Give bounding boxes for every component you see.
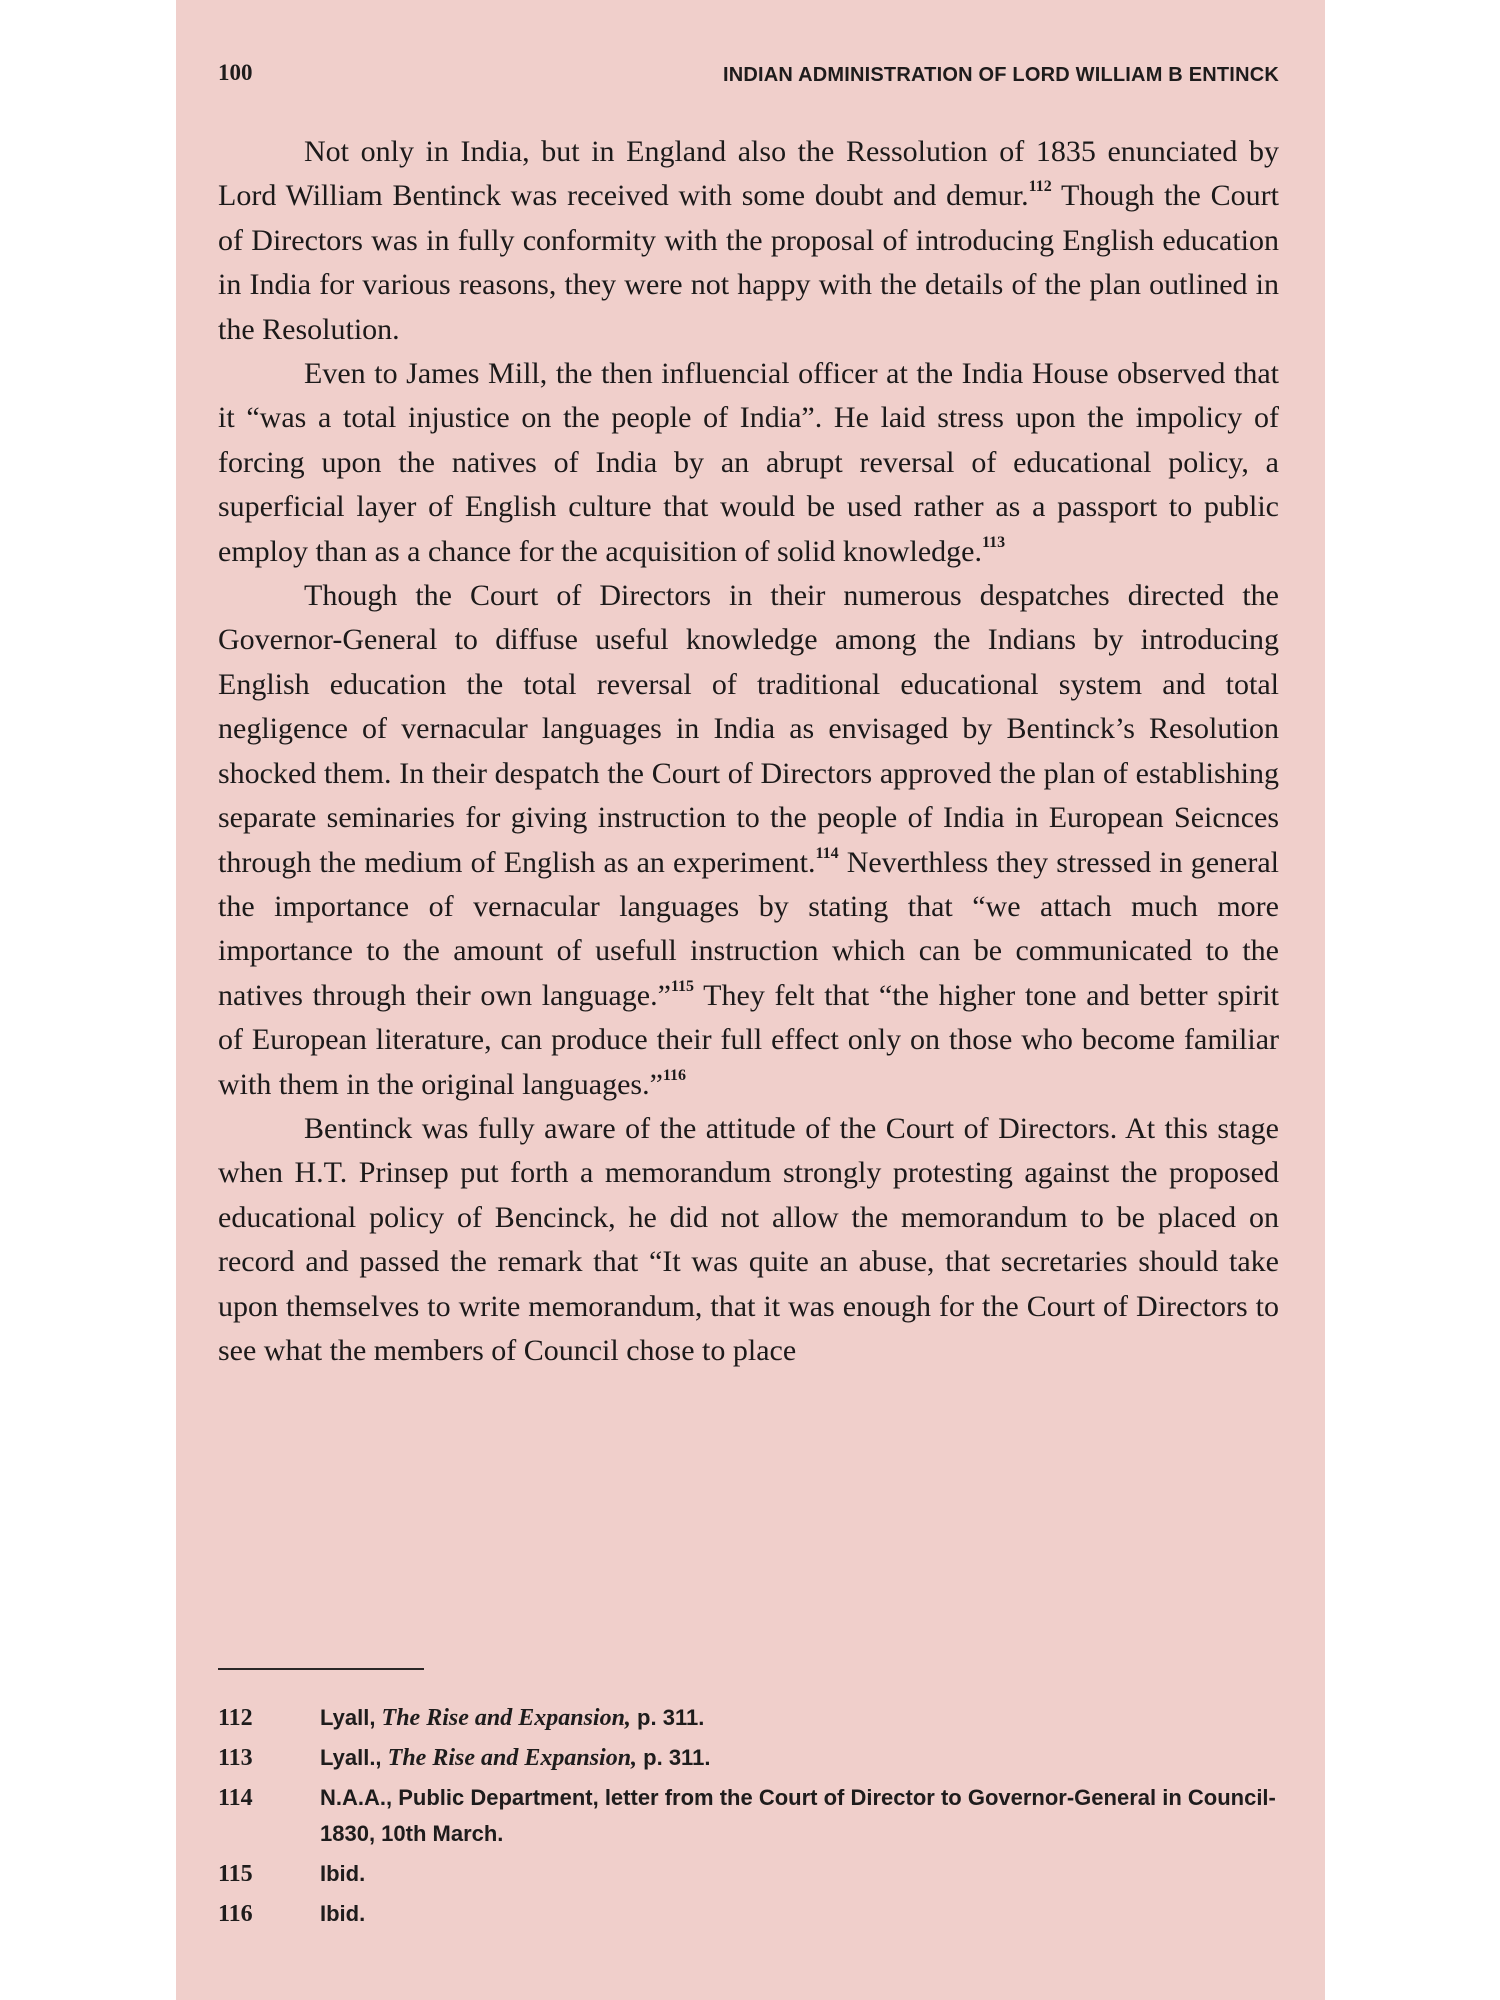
body-text	[218, 130, 1279, 1373]
footnote-item	[218, 1740, 1279, 1776]
footnotes	[218, 1700, 1279, 1936]
footnote-text	[320, 1856, 1279, 1892]
footnote-text-part: Lyall.,	[320, 1745, 388, 1770]
paragraph	[218, 574, 1279, 1107]
paragraph-text: Not only in India, but in England also the Ressolution of 1835 enunciated by Lord William Bentinck was received with some doubt and demur.	[218, 135, 1279, 213]
footnote-text	[320, 1896, 1279, 1932]
footnote-item	[218, 1856, 1279, 1892]
footnote-text-part: Ibid.	[320, 1901, 366, 1926]
footnote-item	[218, 1700, 1279, 1736]
footnote-text-part: p. 311.	[630, 1705, 705, 1730]
footnote-reference: 113	[981, 533, 1006, 551]
footnote-text-part: Ibid.	[320, 1861, 366, 1886]
footnote-number: 115	[218, 1861, 253, 1887]
book-page	[176, 0, 1325, 2000]
running-head	[218, 58, 1279, 90]
footnote-divider	[218, 1668, 424, 1670]
footnote-text-part: p. 311.	[637, 1745, 711, 1770]
footnote-reference: 116	[662, 1066, 687, 1084]
footnote-source-title: The Rise and Expansion,	[387, 1745, 638, 1771]
paragraph	[218, 130, 1279, 352]
footnote-text-part: Lyall,	[320, 1705, 382, 1730]
footnote-reference: 114	[815, 844, 839, 862]
paragraph-text: Though the Court of Directors in their numerous despatches directed the Governor-General to diffuse useful knowledge among the Indians by introducing English education the total reversal of traditional educational system and total negligence of vernacular languages in India as envisaged by Bentinck’s Resolution shocked them. In their despatch the Court of Directors approved the plan of establishing separate seminaries for giving instruction to the people of India in European Seicnces through the medium of English as an experiment.	[218, 579, 1279, 879]
footnote-number: 116	[218, 1901, 253, 1927]
paragraph-text: Neverthless they stressed in general the importance of vernacular languages by stating that “we attach much more importance to the amount of usefull instruction which can be communicated to the natives through their own language.”	[218, 845, 1279, 1012]
paragraph-text: Bentinck was fully aware of the attitude of the Court of Directors. At this stage when H.T. Prinsep put forth a memorandum strongly protesting against the proposed educational policy of Bencinck, he did not allow the memorandum to be placed on record and passed the remark that “It was quite an abuse, that secretaries should take upon themselves to write memorandum, that it was enough for the Court of Directors to see what the members of Council chose to place	[218, 1111, 1279, 1367]
footnote-item	[218, 1780, 1279, 1852]
page-number: 100	[218, 60, 253, 85]
paragraph	[218, 352, 1279, 574]
footnote-reference: 112	[1028, 178, 1052, 196]
footnote-item	[218, 1896, 1279, 1932]
paragraph-text: They felt that “the higher tone and better spirit of European literature, can produce their full effect only on those who become familiar with them in the original languages.”	[218, 978, 1280, 1101]
footnote-number: 113	[218, 1745, 253, 1771]
paragraph-text: Though the Court of Directors was in fully conformity with the proposal of introducing English education in India for various reasons, they were not happy with the details of the plan outlined in the Resolution.	[218, 179, 1279, 346]
footnote-number: 114	[218, 1785, 253, 1811]
footnote-number: 112	[218, 1705, 253, 1731]
footnote-text	[320, 1780, 1279, 1852]
footnote-source-title: The Rise and Expansion,	[381, 1705, 631, 1731]
footnote-reference: 115	[670, 977, 695, 995]
footnote-text-part: N.A.A., Public Department, letter from the Court of Director to Governor-General in Council-1830, 10th March.	[320, 1785, 1276, 1846]
footnote-text	[320, 1740, 1279, 1776]
paragraph-text: Even to James Mill, the then influencial officer at the India House observed that it “was a total injustice on the people of India”. He laid stress upon the impolicy of forcing upon the natives of India by an abrupt reversal of educational policy, a superficial layer of English culture that would be used rather as a passport to public employ than as a chance for the acquisition of solid knowledge.	[218, 357, 1279, 568]
footnote-text	[320, 1700, 1279, 1736]
paragraph	[218, 1107, 1279, 1373]
book-title: INDIAN ADMINISTRATION OF LORD WILLIAM B ENTINCK	[722, 64, 1279, 86]
